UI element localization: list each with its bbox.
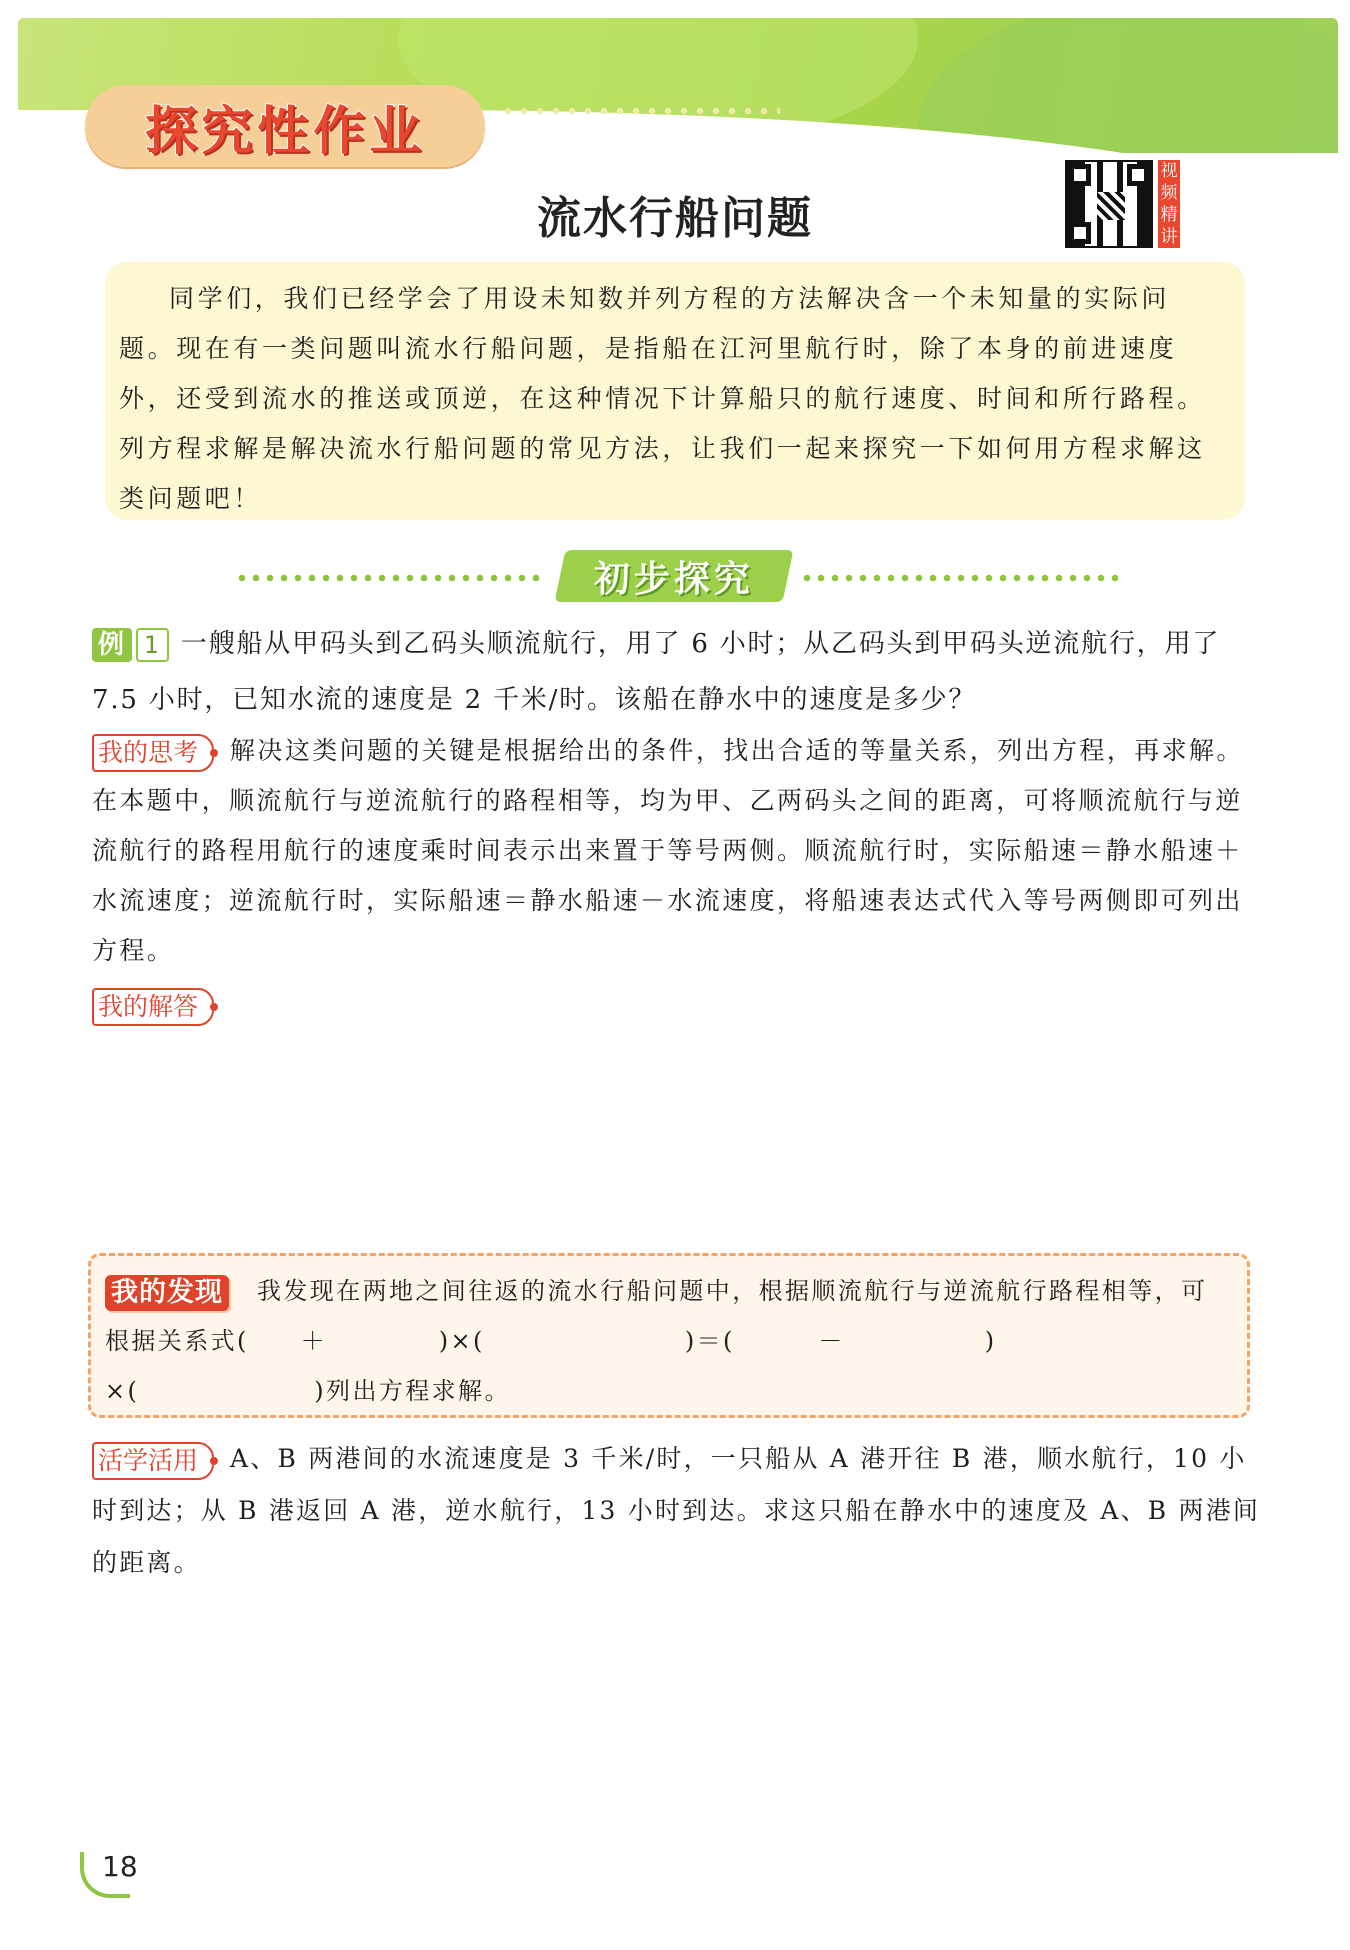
discovery-box — [88, 1253, 1250, 1418]
discovery-text: )＝( — [684, 1327, 735, 1355]
intro-text: 同学们，我们已经学会了用设未知数并列方程的方法解决含一个未知量的实际问题。现在有一类问题叫流水行船问题，是指船在江河里航行时，除了本身的前进速度外，还受到流水的推送或顶逆，在这种情况下计算船只的航行速度、时间和所行路程。列方程求解是解决流水行船问题的常见方法，让我们一起来探究一下如何用方程求解这类问题吧！ — [119, 284, 1206, 513]
qr-corner — [1069, 164, 1091, 186]
qr-corner — [1127, 164, 1149, 186]
dotted-decoration — [235, 574, 545, 582]
qr-noise — [1097, 192, 1125, 220]
apply-label: 活学活用 — [92, 1442, 214, 1480]
example-text: 一艘船从甲码头到乙码头顺流航行，用了 6 小时；从乙码头到甲码头逆流航行，用了 7.5 小时，已知水流的速度是 2 千米/时。该船在静水中的速度是多少？ — [92, 629, 1221, 715]
intro-box — [105, 262, 1245, 520]
thinking-section — [92, 726, 1262, 976]
qr-corner — [1069, 222, 1091, 244]
discovery-text: )×( — [438, 1327, 485, 1355]
apply-text: A、B 两港间的水流速度是 3 千米/时，一只船从 A 港开往 B 港，顺水航行，10 小时到达；从 B 港返回 A 港，逆水航行，13 小时到达。求这只船在静水中的速度及 A、B 两港间的距离。 — [92, 1444, 1261, 1577]
qr-label: 视频精讲 — [1158, 160, 1180, 248]
example-1 — [92, 616, 1262, 728]
dotted-decoration — [500, 107, 780, 115]
banner-decoration — [918, 18, 1338, 153]
sub-heading — [0, 548, 1350, 608]
section-tag-label: 探究性作业 — [144, 101, 425, 162]
page-number — [80, 1850, 150, 1900]
page-number-label: 18 — [102, 1850, 138, 1883]
fill-blank-minus[interactable]: － — [818, 1327, 845, 1355]
sub-heading-badge — [554, 550, 793, 602]
thinking-label: 我的思考 — [92, 734, 214, 772]
fill-blank-plus[interactable]: ＋ — [300, 1327, 327, 1355]
example-badge: 例 — [92, 628, 132, 662]
answer-label: 我的解答 — [92, 988, 214, 1026]
thinking-text: 解决这类问题的关键是根据给出的条件，找出合适的等量关系，列出方程，再求解。在本题中，顺流航行与逆流航行的路程相等，均为甲、乙两码头之间的距离，可将顺流航行与逆流航行的路程用航行的速度乘时间表示出来置于等号两侧。顺流航行时，实际船速＝静水船速＋水流速度；逆流航行时，实际船速＝静水船速－水流速度，将船速表达式代入等号两侧即可列出方程。 — [92, 736, 1244, 965]
answer-section[interactable] — [92, 988, 230, 1026]
discovery-text: ) — [984, 1327, 997, 1355]
qr-code-icon[interactable] — [1065, 160, 1153, 248]
section-tag — [85, 85, 485, 167]
sub-heading-label: 初步探究 — [593, 558, 754, 600]
discovery-label: 我的发现 — [105, 1275, 229, 1311]
discovery-text: ×( — [105, 1377, 140, 1405]
discovery-text: 我发现在两地之间往返的流水行船问题中，根据顺流航行与逆流航行路程相等，可根据关系式( — [105, 1277, 1208, 1355]
dotted-decoration — [800, 574, 1120, 582]
discovery-text: )列出方程求解。 — [314, 1377, 511, 1405]
page-title: 流水行船问题 — [537, 193, 813, 244]
example-number: 1 — [136, 628, 169, 662]
apply-section — [92, 1433, 1262, 1589]
